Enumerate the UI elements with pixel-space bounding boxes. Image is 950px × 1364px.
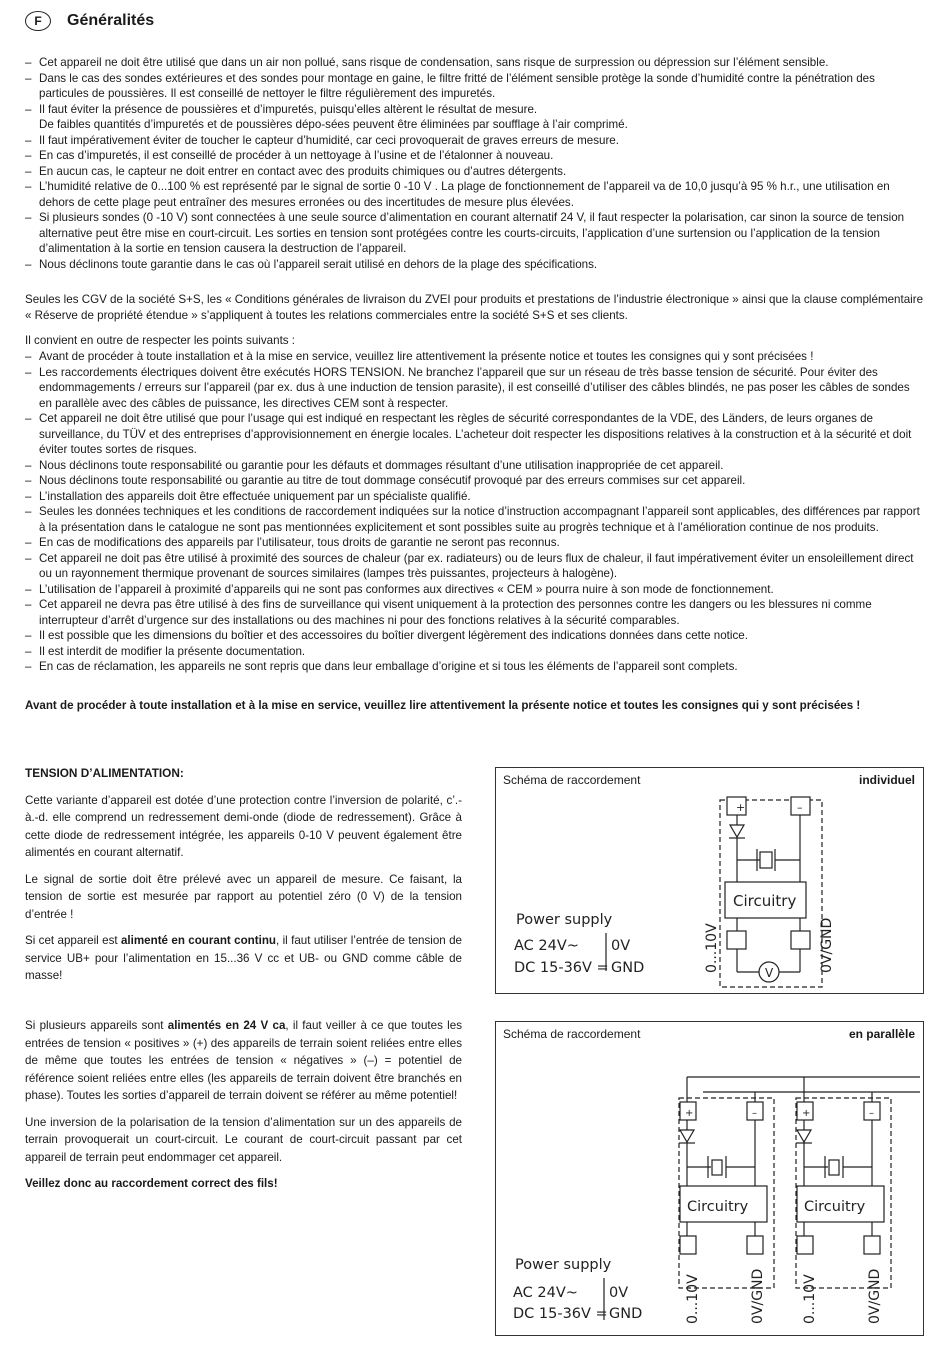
terminal-gnd-2 xyxy=(864,1236,880,1254)
supply-section xyxy=(25,765,462,994)
gnd-rot-label: 0V/GND xyxy=(819,917,835,973)
output-label: 0...10V xyxy=(704,923,720,973)
safety-list-item: – Seules les données techniques et les conditions de raccordement indiquées sur la notice d’instruction accompagnant l’appareil sont applicables, des différences par rapport à la présentation dans le catalogue ne sont pas mentionnées explicitement et sont possibles suite au progrès technique et à l’amélioration continue de nos produits. xyxy=(25,504,925,535)
general-list-item: – Nous déclinons toute garantie dans le cas où l’appareil serait utilisé en dehors de la plage des spécifications. xyxy=(25,257,925,273)
ov-label: 0V xyxy=(611,938,631,954)
diagram-caption: Schéma de raccordement xyxy=(503,1027,641,1041)
safety-list-item: – L’installation des appareils doit être effectuée uniquement par un spécialiste qualifié. xyxy=(25,489,925,505)
general-list-item: – Cet appareil ne doit être utilisé que dans un air non pollué, sans risque de condensation, sans risque de surpression ou dépression sur l’élément sensible. xyxy=(25,55,925,71)
output-label-1: 0...10V xyxy=(685,1274,701,1324)
diagram-tag: individuel xyxy=(858,773,915,787)
safety-list-item: – L’utilisation de l’appareil à proximité d’appareils qui ne sont pas conformes aux directives « CEM » pourra nuire à son mode de fonctionnement. xyxy=(25,582,925,598)
general-list-item: – En aucun cas, le capteur ne doit entrer en contact avec des produits chimiques ou d’autres détergents. xyxy=(25,164,925,180)
dc-label: DC 15-36V = xyxy=(514,960,609,976)
gnd-rot-label-2: 0V/GND xyxy=(867,1268,883,1324)
crystal-symbol xyxy=(760,852,772,868)
meter-label: V xyxy=(765,966,774,980)
parallel-paragraph-1: Si plusieurs appareils sont alimentés en 24 V ca, il faut veiller à ce que toutes les entrées de tension « positives » (+) des appareils de terrain soient reliées entre elles de même que toutes les entrées de tension « négatives » (–) = potentiel de référence soient reliées entre elles (les appareils de terrain doivent être branchés en phase). Toutes les sorties d’appareil de terrain doivent se référer au même potentiel! xyxy=(25,1019,462,1102)
general-list-item: – Il faut impérativement éviter de toucher le capteur d’humidité, car ceci provoquerait de graves erreurs de mesure. xyxy=(25,133,925,149)
plus-label: + xyxy=(736,801,746,814)
safety-list-item: – En cas de modifications des appareils par l’utilisateur, tous droits de garantie ne seront pas reconnus. xyxy=(25,535,925,551)
terminal-gnd xyxy=(791,931,810,949)
diagram-tag: en parallèle xyxy=(848,1027,915,1041)
terminal-out-2 xyxy=(797,1236,813,1254)
safety-list-item: – En cas de réclamation, les appareils ne sont repris que dans leur emballage d’origine et si tous les éléments de l’appareil sont complets. xyxy=(25,659,925,675)
supply-paragraph-1: Cette variante d’appareil est dotée d’une protection contre l’inversion de polarité, c’.-à.-d. elle comprend un redressement demi-onde (diode de redressement). Grâce à cette diode de redressement intégrée, les appareils 0-10 V peuvent également être alimentés en courant alternatif. xyxy=(25,793,462,859)
language-badge: F xyxy=(25,11,51,31)
safety-list-item: – Nous déclinons toute responsabilité ou garantie au titre de tout dommage consécutif provoqué par des erreurs commises sur cet appareil. xyxy=(25,473,925,489)
diode-symbol-1 xyxy=(680,1130,694,1142)
power-supply-label: Power supply xyxy=(516,912,613,928)
safety-list-item: – Cet appareil ne doit pas être utilisé à proximité des sources de chaleur (par ex. radiateurs) ou de leurs flux de chaleur, il faut impérativement éviter un ensoleillement direct ou un rayonnement thermique provenant de sources similaires (lampes très puissantes, projecteurs à halogène). xyxy=(25,551,925,582)
safety-list-item: – Il est possible que les dimensions du boîtier et des accessoires du boîtier divergent légèrement des indications données dans cette notice. xyxy=(25,628,925,644)
circuitry-label-1: Circuitry xyxy=(687,1199,749,1215)
plus-label-1: + xyxy=(685,1108,694,1119)
general-list-item: – Il faut éviter la présence de poussières et d’impuretés, puisqu’elles altèrent le résultat de mesure. De faibles quantités d’impuretés et de poussières dépo-sées peuvent être éliminées par soufflage à l’air comprimé. xyxy=(25,102,925,133)
ac-label: AC 24V~ xyxy=(514,938,579,954)
section-title: Généralités xyxy=(67,12,155,29)
minus-label-2: – xyxy=(869,1108,874,1119)
power-supply-label: Power supply xyxy=(515,1257,612,1273)
safety-list-item: – Nous déclinons toute responsabilité ou garantie pour les défauts et dommages résultant d’une utilisation inappropriée de cet appareil. xyxy=(25,458,925,474)
parallel-section xyxy=(25,1017,462,1202)
ac-label: AC 24V~ xyxy=(513,1285,578,1301)
crystal-symbol-2 xyxy=(829,1160,839,1175)
circuitry-label: Circuitry xyxy=(733,892,797,910)
supply-paragraph-2: Le signal de sortie doit être prélevé avec un appareil de mesure. Ce faisant, la tension de sortie est mesurée par rapport au potentiel zéro (0 V) de la tension d’entrée ! xyxy=(25,872,462,921)
wiring-diagram-parallel xyxy=(495,1021,924,1336)
general-list-item: – Si plusieurs sondes (0 -10 V) sont connectées à une seule source d’alimentation en courant alternatif 24 V, il faut respecter la polarisation, car sinon la source de tension alternative peut être mise en court-circuit. Les sorties en tension sont protégées contre les courts-circuits, l’application d’une surtension ou l’application de la tension d’alimentation à la sortie en tension causera la destruction de l’appareil. xyxy=(25,210,925,257)
general-list-item: – Dans le cas des sondes extérieures et des sondes pour montage en gaine, le filtre fritté de l’élément sensible protège la sonde d’humidité contre la pénétration des particules de poussières. Il est conseillé de nettoyer le filtre régulièrement des impuretés. xyxy=(25,71,925,102)
supply-heading: TENSION D’ALIMENTATION: xyxy=(25,766,184,780)
section-header xyxy=(25,11,154,31)
ov-label: 0V xyxy=(609,1285,629,1301)
dc-label: DC 15-36V = xyxy=(513,1306,608,1322)
general-list-item: – L’humidité relative de 0...100 % est représenté par le signal de sortie 0 -10 V . La plage de fonctionnement de l’appareil va de 10,0 jusqu’à 95 % h.r., une utilisation en dehors de cette plage peut entraîner des mesures erronées ou des incertitudes de mesure plus élevées. xyxy=(25,179,925,210)
diode-symbol xyxy=(730,825,744,837)
warning-text: Avant de procéder à toute installation et à la mise en service, veuillez lire attentivement la présente notice et toutes les consignes qui y sont précisées ! xyxy=(25,699,861,712)
general-list xyxy=(25,55,925,272)
safety-list-item: – Cet appareil ne devra pas être utilisé à des fins de surveillance qui visent uniquement à la protection des personnes contre les dangers ou les blessures ni comme interrupteur d’arrêt d’urgence sur des installations ou des machines ni pour des fonctions relatives à la sécurité comparables. xyxy=(25,597,925,628)
terminal-out xyxy=(727,931,746,949)
crystal-symbol-1 xyxy=(712,1160,722,1175)
wiring-diagram-single xyxy=(495,767,924,994)
output-label-2: 0...10V xyxy=(802,1274,818,1324)
safety-list xyxy=(25,349,925,675)
diagram-caption: Schéma de raccordement xyxy=(503,773,641,787)
intro-points: Il convient en outre de respecter les points suivants : xyxy=(25,334,296,347)
plus-label-2: + xyxy=(802,1108,811,1119)
general-list-item: – En cas d’impuretés, il est conseillé de procéder à un nettoyage à l’usine et de l’étalonner à nouveau. xyxy=(25,148,925,164)
gnd-label: GND xyxy=(611,960,645,976)
supply-paragraph-3: Si cet appareil est alimenté en courant continu, il faut utiliser l’entrée de tension de service UB+ pour l’alimentation en 15...36 V cc et UB- ou GND comme câble de masse! xyxy=(25,934,462,982)
gnd-rot-label-1: 0V/GND xyxy=(750,1268,766,1324)
terminal-out-1 xyxy=(680,1236,696,1254)
safety-list-item: – Les raccordements électriques doivent être exécutés HORS TENSION. Ne branchez l’appareil que sur un réseau de très basse tension de sécurité. Pour éviter des endommagements / erreurs sur l’appareil (par ex. dus à une induction de tension parasite), il est conseillé d’utiliser des câbles blindés, ne pas poser les câbles de sondes en parallèle avec des câbles de puissance, les directives CEM sont à respecter. xyxy=(25,365,925,412)
minus-label-1: – xyxy=(752,1108,757,1119)
wiring-diagram-single-svg xyxy=(496,768,925,995)
diode-symbol-2 xyxy=(797,1130,811,1142)
minus-label: – xyxy=(797,801,803,814)
circuitry-label-2: Circuitry xyxy=(804,1199,866,1215)
safety-list-item: – Avant de procéder à toute installation et à la mise en service, veuillez lire attentivement la présente notice et toutes les consignes qui y sont précisées ! xyxy=(25,349,925,365)
cgv-paragraph: Seules les CGV de la société S+S, les « Conditions générales de livraison du ZVEI pour produits et prestations de l’industrie électronique » ainsi que la clause complémentaire « Réserve de propriété étendue » s’appliquent à toutes les relations commerciales entre la société S+S et ses clients. xyxy=(25,293,924,322)
parallel-paragraph-2: Une inversion de la polarisation de la tension d’alimentation sur un des appareils de terrain provoquerait un court-circuit. Le courant de court-circuit passant par cet appareil de terrain peut endommager cet appareil. xyxy=(25,1115,462,1164)
safety-list-item: – Cet appareil ne doit être utilisé que pour l’usage qui est indiqué en respectant les règles de sécurité correspondantes de la VDE, des Länders, de leurs organes de surveillance, du TÜV et des entreprises d’approvisionnement en énergie locales. L’acheteur doit respecter les dispositions relatives à la construction et à la sécurité et doit éviter toutes sortes de risques. xyxy=(25,411,925,458)
parallel-paragraph-3: Veillez donc au raccordement correct des fils! xyxy=(25,1177,278,1190)
safety-list-item: – Il est interdit de modifier la présente documentation. xyxy=(25,644,925,660)
terminal-gnd-1 xyxy=(747,1236,763,1254)
wiring-diagram-parallel-svg xyxy=(496,1022,925,1337)
gnd-label: GND xyxy=(609,1306,643,1322)
